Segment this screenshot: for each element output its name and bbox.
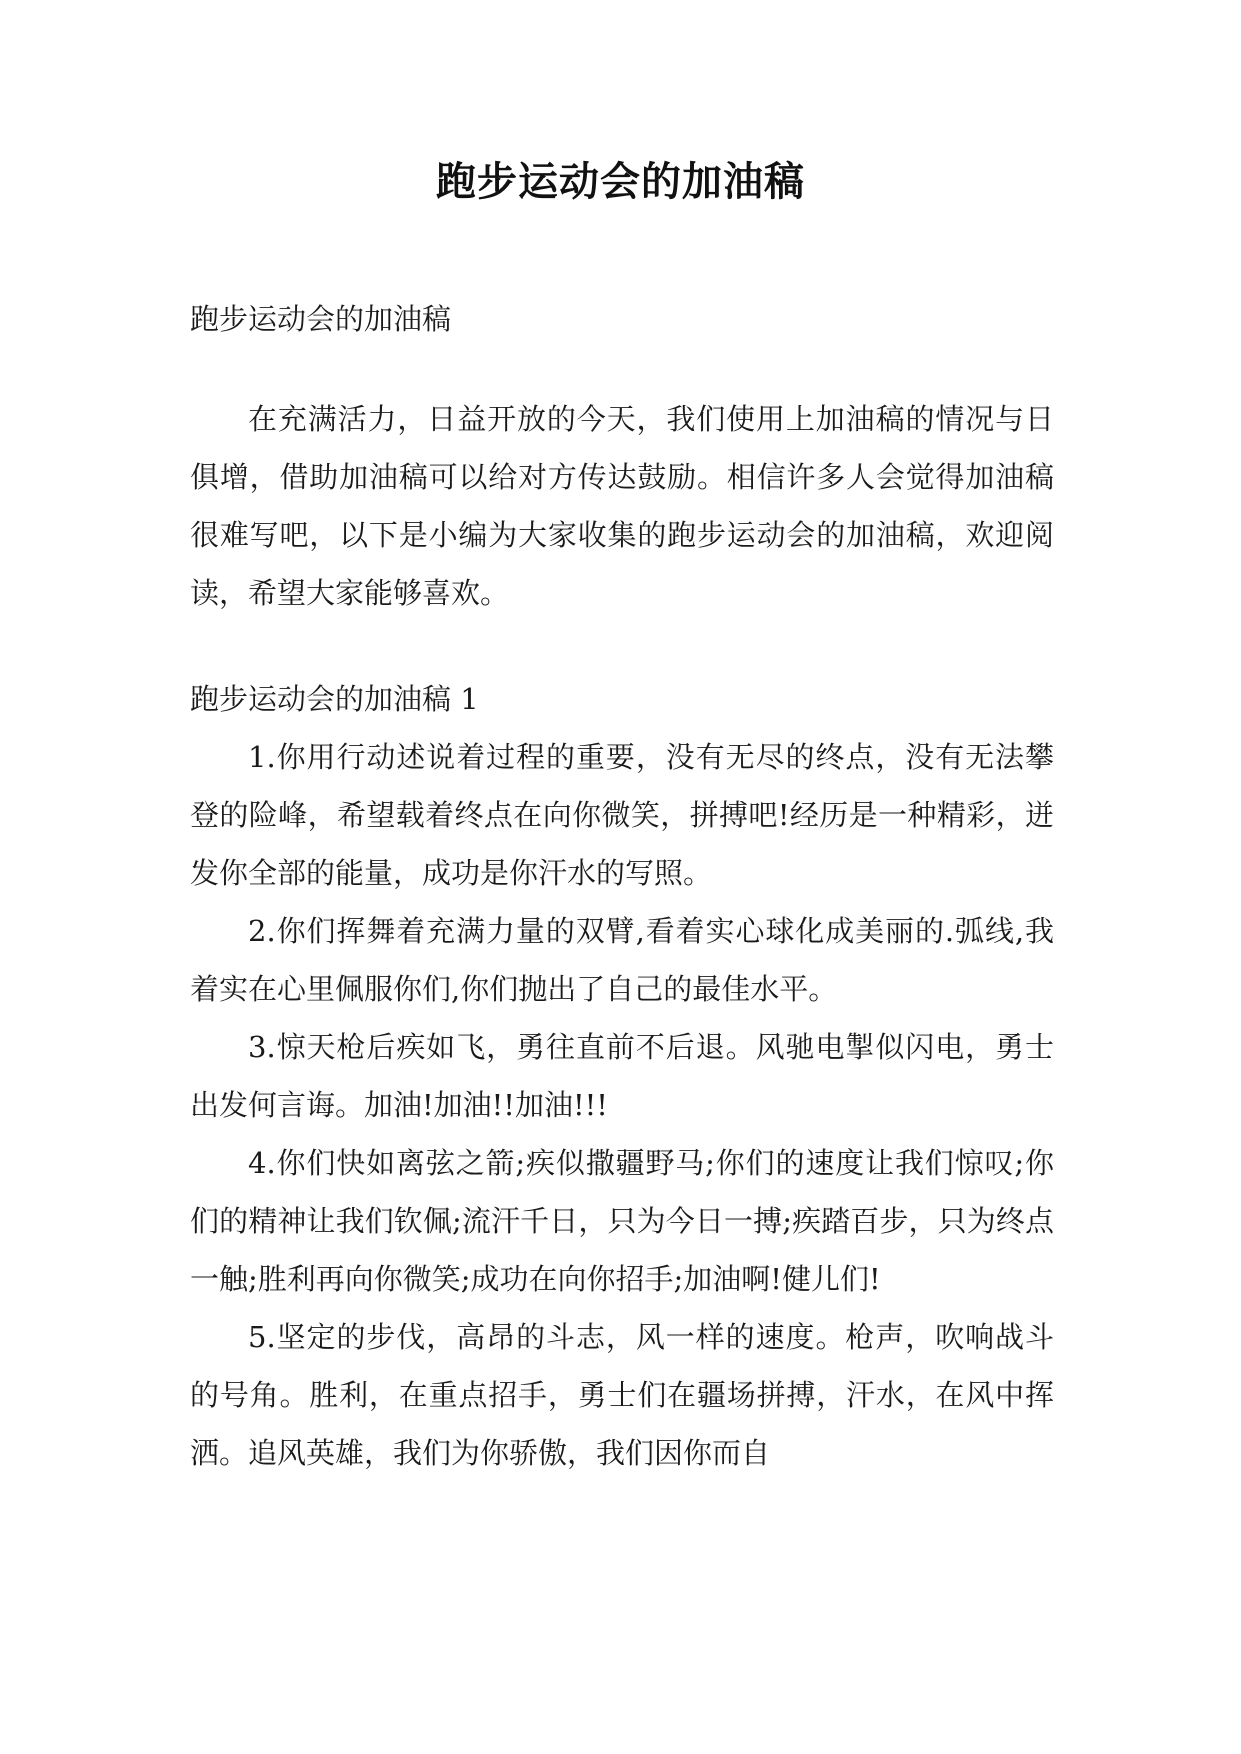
document-subtitle: 跑步运动会的加油稿 bbox=[190, 302, 452, 336]
intro-section bbox=[190, 390, 1054, 622]
document-body bbox=[190, 290, 1054, 1482]
cheer-item-4: 4.你们快如离弦之箭;疾似撒疆野马;你们的速度让我们惊叹;你们的精神让我们钦佩;流汗千日，只为今日一搏;疾踏百步，只为终点一触;胜利再向你微笑;成功在向你招手;加油啊!健儿们! bbox=[190, 1146, 1054, 1296]
intro-paragraph: 在充满活力，日益开放的今天，我们使用上加油稿的情况与日俱增，借助加油稿可以给对方传达鼓励。相信许多人会觉得加油稿很难写吧，以下是小编为大家收集的跑步运动会的加油稿，欢迎阅读，希望大家能够喜欢。 bbox=[190, 402, 1054, 610]
cheer-item-3: 3.惊天枪后疾如飞，勇往直前不后退。风驰电掣似闪电，勇士出发何言诲。加油!加油!!加油!!! bbox=[190, 1030, 1054, 1122]
document-title: 跑步运动会的加油稿 bbox=[436, 159, 805, 205]
cheer-item-1: 1.你用行动述说着过程的重要，没有无尽的终点，没有无法攀登的险峰，希望载着终点在向你微笑，拼搏吧!经历是一种精彩，迸发你全部的能量，成功是你汗水的写照。 bbox=[190, 740, 1054, 890]
cheer-item-5: 5.坚定的步伐，高昂的斗志，风一样的速度。枪声，吹响战斗的号角。胜利，在重点招手，勇士们在疆场拼搏，汗水，在风中挥洒。追风英雄，我们为你骄傲，我们因你而自 bbox=[190, 1320, 1054, 1470]
section-heading: 跑步运动会的加油稿 1 bbox=[190, 682, 479, 716]
cheer-item-2: 2.你们挥舞着充满力量的双臂,看着实心球化成美丽的.弧线,我着实在心里佩服你们,你们抛出了自己的最佳水平。 bbox=[190, 914, 1054, 1006]
